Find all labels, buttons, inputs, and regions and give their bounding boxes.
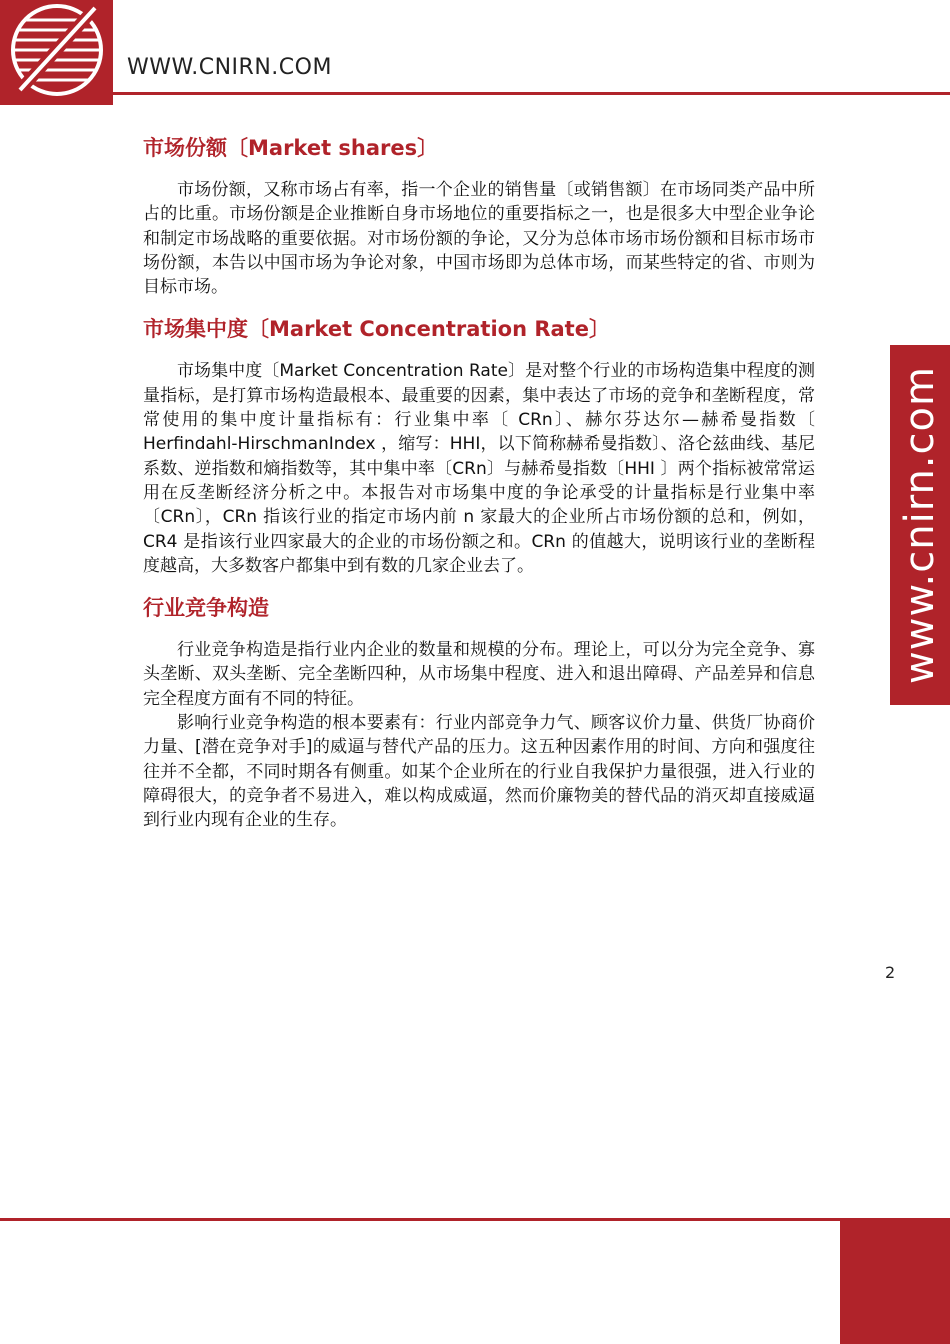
side-banner-text: www.cnirn.com xyxy=(897,366,943,684)
document-body xyxy=(143,128,815,833)
paragraph: 市场份额，又称市场占有率，指一个企业的销售量〔或销售额〕在市场同类产品中所占的比重。市场份额是企业推断自身市场地位的重要指标之一，也是很多大中型企业争论和制定市场战略的重要依据。对市场份额的争论，又分为总体市场市场份额和目标市场市场份额，本告以中国市场为争论对象，中国市场即为总体市场，而某些特定的省、市则为目标市场。 xyxy=(143,180,815,298)
page-number: 2 xyxy=(885,963,896,982)
site-url[interactable]: WWW.CNIRN.COM xyxy=(127,55,332,80)
logo-block xyxy=(0,0,113,105)
section-title: 市场集中度〔Market Concentration Rate〕 xyxy=(143,317,610,342)
paragraph: 行业竞争构造是指行业内企业的数量和规模的分布。理论上，可以分为完全竞争、寡头垄断、双头垄断、完全垄断四种，从市场集中程度、进入和退出障碍、产品差异和信息完全程度方面有不同的特征。 xyxy=(143,640,815,709)
cnirn-logo-icon xyxy=(0,0,113,105)
footer-block xyxy=(840,1221,950,1344)
footer-divider xyxy=(0,1218,950,1221)
paragraph: 市场集中度〔Market Concentration Rate〕是对整个行业的市场构造集中程度的测量指标，是打算市场构造最根本、最重要的因素，集中表达了市场的竞争和垄断程度，常常使用的集中度计量指标有：行业集中率〔 CRn〕、赫尔芬达尔—赫希曼指数〔 Herfindahl-HirschmanIndex ，缩写：HHI，以下简称赫希曼指数〕、洛仑兹曲线、基尼系数、逆指数和熵指数等，其中集中率〔CRn〕与赫希曼指数〔HHI 〕两个指标被常常运用在反垄断经济分析之中。本报告对市场集中度的争论承受的计量指标是行业集中率〔CRn〕，CRn 指该行业的指定市场内前 n 家最大的企业所占市场份额的总和，例如，CR4 是指该行业四家最大的企业的市场份额之和。CRn 的值越大，说明该行业的垄断程度越高，大多数客户都集中到有数的几家企业去了。 xyxy=(143,361,815,576)
section-title: 市场份额〔Market shares〕 xyxy=(143,136,439,160)
section-title: 行业竞争构造 xyxy=(143,596,269,621)
header-divider xyxy=(113,92,950,95)
paragraph: 影响行业竞争构造的根本要素有：行业内部竞争力气、顾客议价力量、供货厂协商价力量、[潜在竞争对手]的威逼与替代产品的压力。这五种因素作用的时间、方向和强度往往并不全都，不同时期各有侧重。如某个企业所在的行业自我保护力量很强，进入行业的障碍很大，的竞争者不易进入，难以构成威逼，然而价廉物美的替代品的消灭却直接威逼到行业内现有企业的生存。 xyxy=(143,713,815,831)
